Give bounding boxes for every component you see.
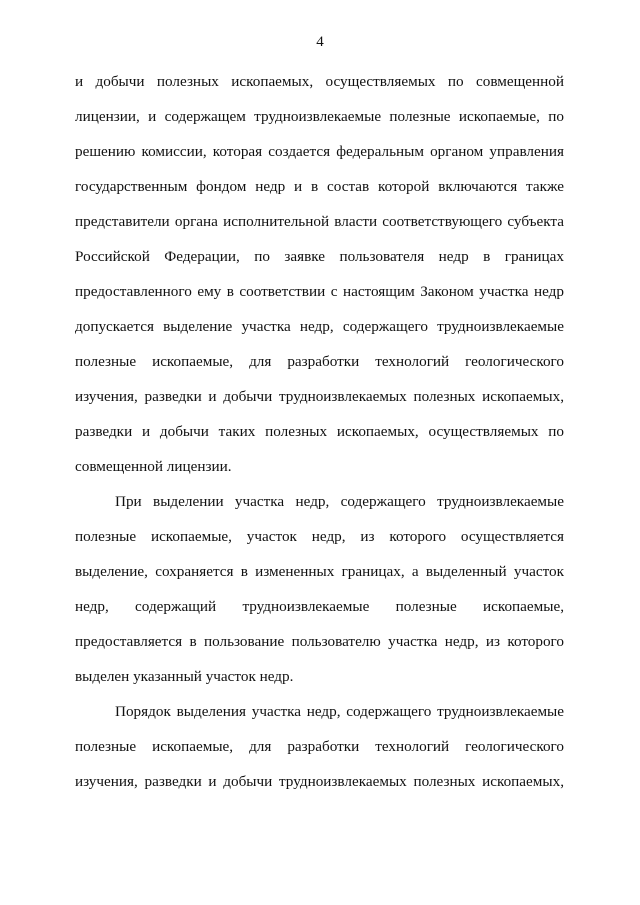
text-line: При выделении участка недр, содержащего трудноизвлекаемые [115, 493, 564, 510]
text-line: государственным фондом недр и в состав которой включаются также [75, 178, 564, 195]
page-number: 4 [316, 34, 324, 50]
text-line: допускается выделение участка недр, содержащего трудноизвлекаемые [75, 318, 564, 335]
text-line: предоставленного ему в соответствии с настоящим Законом участка недр [75, 283, 564, 300]
text-line: предоставляется в пользование пользователю участка недр, из которого [75, 633, 564, 650]
text-line: Порядок выделения участка недр, содержащего трудноизвлекаемые [115, 703, 564, 720]
text-line: представители органа исполнительной власти соответствующего субъекта [75, 213, 564, 230]
text-line: Российской Федерации, по заявке пользователя недр в границах [75, 248, 564, 265]
text-line: разведки и добычи таких полезных ископаемых, осуществляемых по [75, 423, 564, 440]
text-line: решению комиссии, которая создается федеральным органом управления [75, 143, 564, 160]
text-line: выделен указанный участок недр. [75, 668, 294, 685]
text-line: выделение, сохраняется в измененных границах, а выделенный участок [75, 563, 564, 580]
text-line: полезные ископаемые, для разработки технологий геологического [75, 353, 564, 370]
text-line: лицензии, и содержащем трудноизвлекаемые полезные ископаемые, по [75, 108, 564, 125]
text-line: полезные ископаемые, участок недр, из которого осуществляется [75, 528, 564, 545]
text-line: недр, содержащий трудноизвлекаемые полезные ископаемые, [75, 598, 564, 615]
text-line: изучения, разведки и добычи трудноизвлекаемых полезных ископаемых, [75, 773, 564, 790]
text-line: совмещенной лицензии. [75, 458, 232, 475]
text-line: и добычи полезных ископаемых, осуществляемых по совмещенной [75, 73, 564, 90]
text-line: полезные ископаемые, для разработки технологий геологического [75, 738, 564, 755]
text-line: изучения, разведки и добычи трудноизвлекаемых полезных ископаемых, [75, 388, 564, 405]
